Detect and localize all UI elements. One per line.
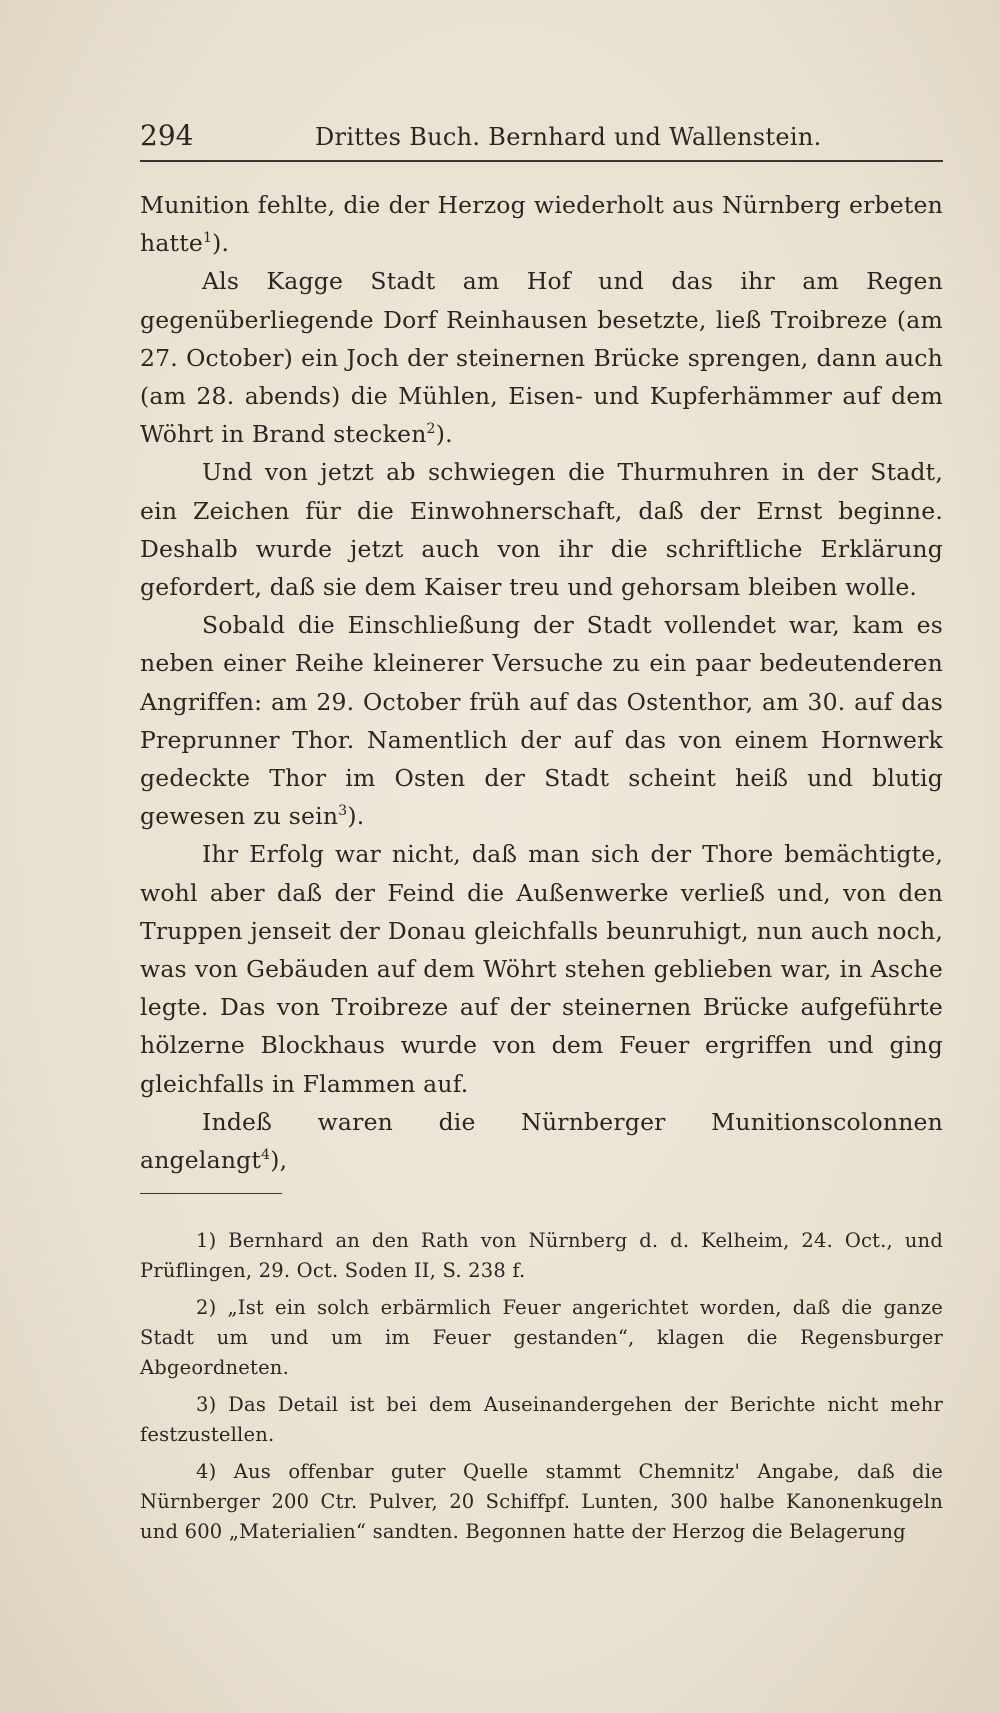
paragraph-text: Sobald die Einschließung der Stadt vollendet war, kam es neben einer Reihe kleinerer Versuche zu ein paar bedeutenderen Angriffen: am 29. October früh auf das Ostenthor, am 30. auf das Preprunner Thor. Namentlich der auf das von einem Hornwerk gedeckte Thor im Osten der Stadt scheint heiß und blutig gewesen zu sein: [140, 611, 943, 831]
running-head: Drittes Buch. Bernhard und Wallenstein.: [315, 123, 822, 151]
paragraph-text: Als Kagge Stadt am Hof und das ihr am Regen gegenüberliegende Dorf Reinhausen besetzte, ließ Troibreze (am 27. October) ein Joch der steinernen Brücke sprengen, dann auch (am 28. abends) die Mühlen, Eisen- und Kupferhämmer auf dem Wöhrt in Brand stecken: [140, 267, 943, 449]
footnotes: [140, 1226, 943, 1554]
paragraph-text: Munition fehlte, die der Herzog wiederholt aus Nürnberg erbeten hatte: [140, 191, 943, 258]
footnote-ref: 2: [426, 421, 436, 438]
paragraph-text: Und von jetzt ab schwiegen die Thurmuhren in der Stadt, ein Zeichen für die Einwohnerschaft, daß der Ernst beginne. Deshalb wurde jetzt auch von ihr die schriftliche Erklärung gefordert, daß sie dem Kaiser treu und gehorsam bleiben wolle.: [140, 458, 943, 602]
paragraph-tail: ).: [347, 802, 365, 831]
paragraph: [140, 186, 943, 262]
footnote: 2) „Ist ein solch erbärmlich Feuer angerichtet worden, daß die ganze Stadt um und um im Feuer gestanden“, klagen die Regensburger Abgeordneten.: [140, 1296, 943, 1379]
paragraph-text: Ihr Erfolg war nicht, daß man sich der Thore bemächtigte, wohl aber daß der Feind die Außenwerke verließ und, von den Truppen jenseit der Donau gleichfalls beunruhigt, nun auch noch, was von Gebäuden auf dem Wöhrt stehen geblieben war, in Asche legte. Das von Troibreze auf der steinernen Brücke aufgeführte hölzerne Blockhaus wurde von dem Feuer ergriffen und ging gleichfalls in Flammen auf.: [140, 840, 943, 1098]
footnote: 4) Aus offenbar guter Quelle stammt Chemnitz' Angabe, daß die Nürnberger 200 Ctr. Pulver, 20 Schiffpf. Lunten, 300 halbe Kanonenkugeln und 600 „Materialien“ sandten. Begonnen hatte der Herzog die Belagerung: [140, 1460, 943, 1543]
footnote-ref: 1: [202, 230, 213, 247]
paragraph: [140, 606, 943, 835]
paragraph-tail: ).: [435, 420, 453, 449]
paragraph-text: Indeß waren die Nürnberger Munitionscolonnen angelangt: [140, 1107, 943, 1175]
paragraph: [140, 262, 943, 453]
page-number: 294: [140, 119, 194, 152]
paragraph: [140, 835, 943, 1102]
page-header: [140, 118, 943, 162]
main-text: [140, 186, 943, 1179]
footnote: 3) Das Detail ist bei dem Auseinandergehen der Berichte nicht mehr festzustellen.: [140, 1393, 943, 1446]
paragraph-tail: ),: [270, 1146, 288, 1175]
paragraph: [140, 453, 943, 606]
footnote-ref: 4: [261, 1147, 271, 1164]
footnote-ref: 3: [338, 803, 348, 820]
paragraph-tail: ).: [212, 229, 230, 258]
footnote: 1) Bernhard an den Rath von Nürnberg d. d. Kelheim, 24. Oct., und Prüflingen, 29. Oct. Soden II, S. 238 f.: [140, 1229, 943, 1282]
footnote-divider: [140, 1193, 282, 1194]
paragraph: [140, 1103, 943, 1179]
